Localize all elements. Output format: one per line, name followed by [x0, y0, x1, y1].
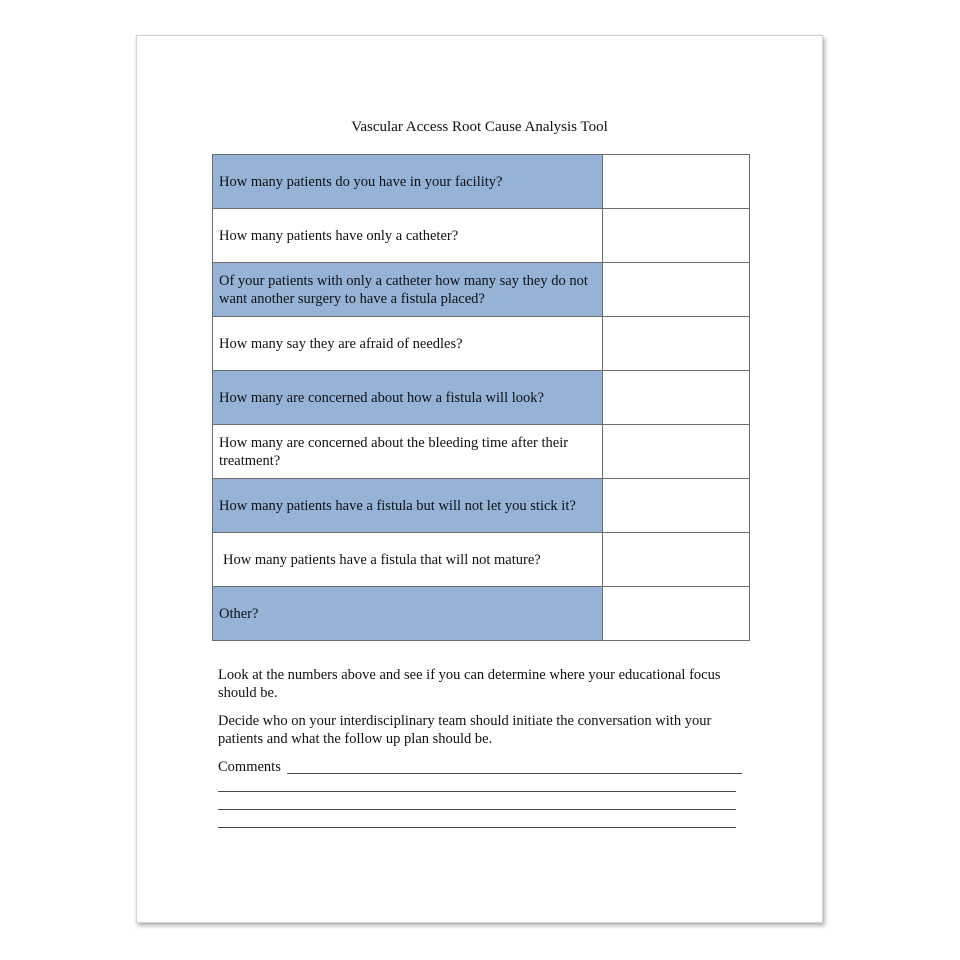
table-row: [213, 371, 750, 425]
answer-cell[interactable]: [603, 533, 750, 587]
comment-line[interactable]: [218, 809, 736, 810]
answer-cell[interactable]: [603, 263, 750, 317]
answer-cell[interactable]: [603, 479, 750, 533]
question-cell: How many are concerned about how a fistula will look?: [213, 371, 603, 425]
answer-cell[interactable]: [603, 317, 750, 371]
table-row: [213, 479, 750, 533]
answer-cell[interactable]: [603, 371, 750, 425]
table-row: [213, 425, 750, 479]
table-row: [213, 263, 750, 317]
instruction-paragraph-1: Look at the numbers above and see if you can determine where your educational focus should be.: [218, 667, 721, 701]
answer-cell[interactable]: [603, 155, 750, 209]
table-row: [213, 533, 750, 587]
question-cell: How many patients have only a catheter?: [213, 209, 603, 263]
question-cell: How many patients have a fistula that will not mature?: [213, 533, 603, 587]
comments-label: Comments: [218, 759, 281, 775]
document-page: [136, 35, 823, 923]
table-row: [213, 587, 750, 641]
comment-line[interactable]: [287, 773, 742, 774]
answer-cell[interactable]: [603, 425, 750, 479]
question-cell: How many say they are afraid of needles?: [213, 317, 603, 371]
table-row: [213, 155, 750, 209]
question-cell: Other?: [213, 587, 603, 641]
answer-cell[interactable]: [603, 209, 750, 263]
answer-cell[interactable]: [603, 587, 750, 641]
comment-line[interactable]: [218, 827, 736, 828]
question-cell: How many patients have a fistula but will not let you stick it?: [213, 479, 603, 533]
document-title: Vascular Access Root Cause Analysis Tool: [351, 119, 608, 135]
question-cell: How many patients do you have in your facility?: [213, 155, 603, 209]
table-row: [213, 317, 750, 371]
table-row: [213, 209, 750, 263]
instruction-paragraph-2: Decide who on your interdisciplinary team should initiate the conversation with your patients and what the follow up plan should be.: [218, 713, 712, 747]
comment-line[interactable]: [218, 791, 736, 792]
questions-table: [212, 154, 750, 641]
question-cell: How many are concerned about the bleeding time after their treatment?: [213, 425, 603, 479]
question-cell: Of your patients with only a catheter how many say they do not want another surgery to have a fistula placed?: [213, 263, 603, 317]
